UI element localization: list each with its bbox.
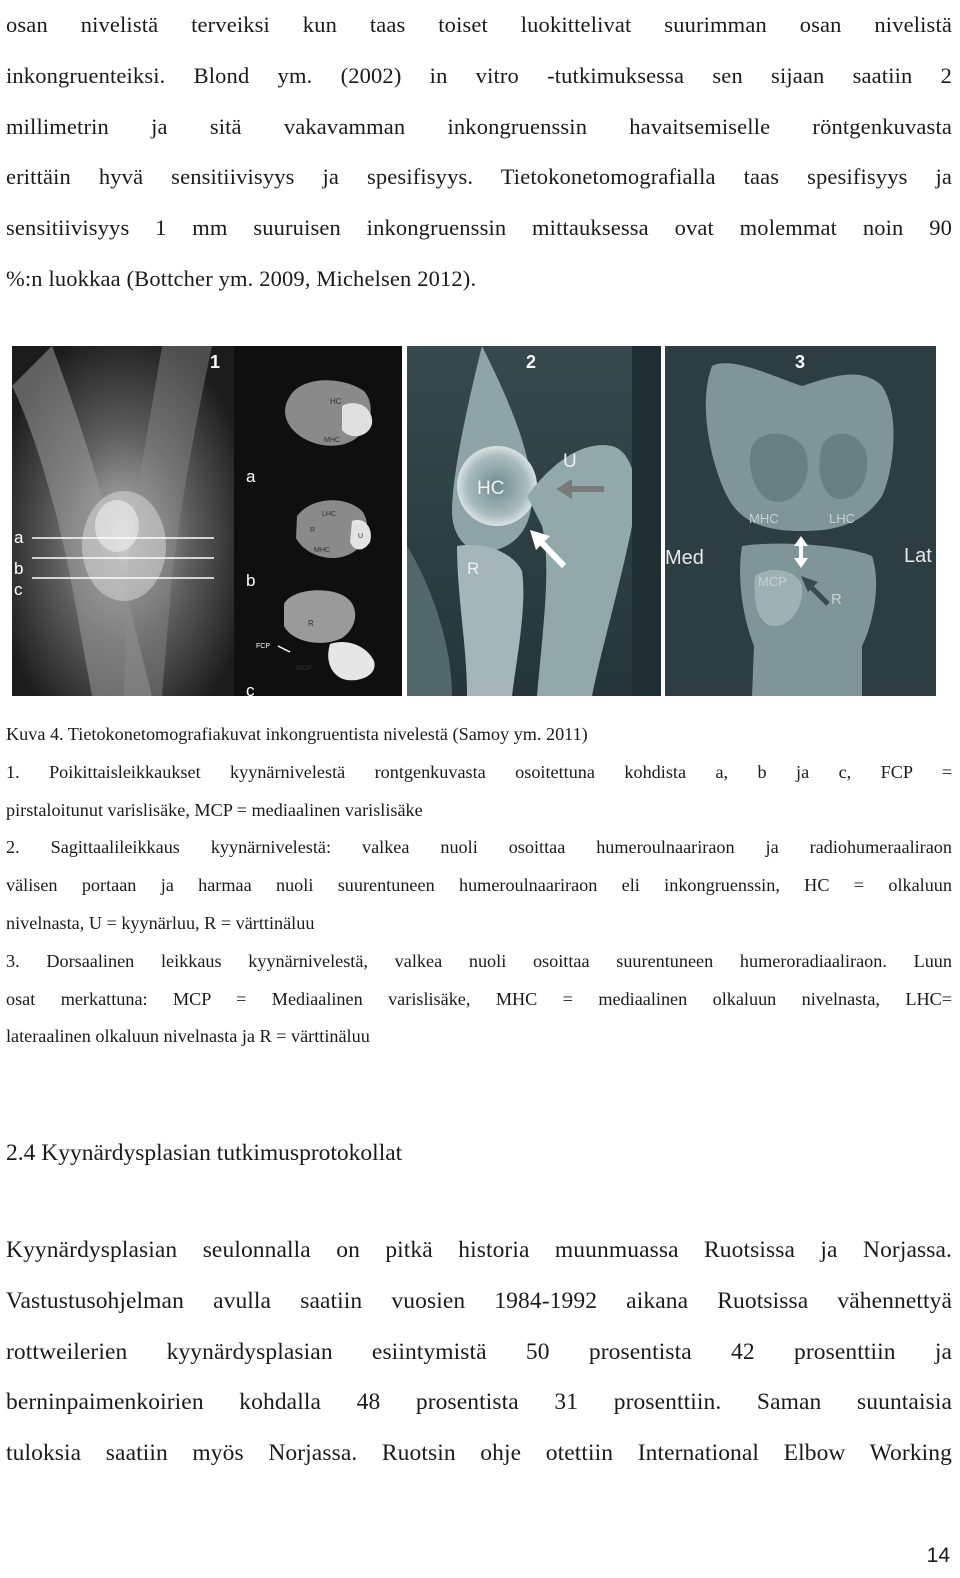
text-line: tuloksia saatiin myös Norjassa. Ruotsin ohje otettiin International Elbow Working: [6, 1440, 952, 1467]
body-paragraph-1: [6, 0, 952, 305]
text-line: Kyynärdysplasian seulonnalla on pitkä historia muunmuassa Ruotsissa ja Norjassa.: [6, 1237, 952, 1263]
caption-line: 3. Dorsaalinen leikkaus kyynärnivelestä, valkea nuoli osoittaa suurentuneen humeroradiaaliraon. Luun: [6, 950, 952, 971]
ct-figure: [12, 346, 936, 696]
structure-label-lhc: LHC: [322, 511, 337, 518]
panel-2: [407, 346, 661, 696]
label-mcp: MCP: [758, 574, 787, 589]
panel-3: [665, 346, 936, 696]
structure-label-mhc: MHC: [324, 437, 340, 444]
label-u: U: [563, 451, 577, 472]
text-line: millimetrin ja sitä vakavamman inkongruenssin havaitsemiselle röntgenkuvasta: [6, 113, 952, 139]
structure-label-mcp: MCP: [296, 665, 312, 672]
text-line: erittäin hyvä sensitiivisyys ja spesifisyys. Tietokonetomografialla taas spesifisyys ja: [6, 164, 952, 190]
text-line: rottweilerien kyynärdysplasian esiintymistä 50 prosentista 42 prosenttiin ja: [6, 1338, 952, 1365]
figure-caption: [6, 716, 952, 1056]
caption-line: välisen portaan ja harmaa nuoli suurentuneen humeroulnaariraon eli inkongruenssin, HC = olkaluun: [6, 875, 952, 896]
structure-label-r-2: R: [308, 619, 314, 628]
label-hc: HC: [477, 478, 505, 499]
caption-title: Kuva 4. Tietokonetomografiakuvat inkongruentista nivelestä (Samoy ym. 2011): [6, 724, 588, 744]
caption-line: 1. Poikittaisleikkaukset kyynärnivelestä rontgenkuvasta osoitettuna kohdista a, b ja c, FCP =: [6, 761, 952, 782]
line-label-b: b: [14, 559, 24, 578]
caption-line: pirstaloitunut varislisäke, MCP = mediaalinen varislisäke: [6, 799, 423, 820]
structure-label-mhc-2: MHC: [314, 547, 330, 554]
label-mhc: MHC: [749, 511, 779, 526]
panel-3-number: 3: [795, 352, 806, 372]
label-med: Med: [665, 547, 704, 569]
section-heading: 2.4 Kyynärdysplasian tutkimusprotokollat: [6, 1140, 403, 1166]
slice-label-c: c: [246, 681, 255, 696]
page-number: 14: [926, 1544, 950, 1567]
structure-label-fcp: FCP: [256, 643, 270, 650]
label-r-3: R: [831, 591, 842, 608]
structure-label-u: U: [358, 533, 364, 540]
text-line: inkongruenteiksi. Blond ym. (2002) in vitro -tutkimuksessa sen sijaan saatiin 2: [6, 62, 952, 88]
label-lhc: LHC: [829, 511, 856, 526]
label-r: R: [467, 559, 480, 578]
structure-label-r: R: [310, 527, 316, 534]
text-line: berninpaimenkoirien kohdalla 48 prosentista 31 prosenttiin. Saman suuntaisia: [6, 1389, 952, 1416]
caption-line: lateraalinen olkaluun nivelnasta ja R = värttinäluu: [6, 1026, 370, 1047]
caption-line: osat merkattuna: MCP = Mediaalinen varislisäke, MHC = mediaalinen olkaluun nivelnasta, LHC=: [6, 988, 952, 1009]
text-line: Vastustusohjelman avulla saatiin vuosien 1984-1992 aikana Ruotsissa vähennettyä: [6, 1287, 952, 1314]
label-lat: Lat: [904, 545, 932, 567]
slice-label-a: a: [246, 467, 256, 486]
text-line: %:n luokkaa (Bottcher ym. 2009, Michelsen 2012).: [6, 265, 477, 291]
caption-line: nivelnasta, U = kyynärluu, R = värttinäluu: [6, 912, 315, 933]
panel-1-number: 1: [210, 352, 221, 372]
slice-label-b: b: [246, 571, 256, 590]
panel-1: [12, 346, 402, 696]
caption-line: 2. Sagittaalileikkaus kyynärnivelestä: valkea nuoli osoittaa humeroulnaariraon ja radiohumeraaliraon: [6, 837, 952, 858]
structure-label-hc: HC: [330, 397, 342, 406]
body-paragraph-2: [6, 1225, 952, 1479]
text-line: osan nivelistä terveiksi kun taas toiset luokittelivat suurimman osan nivelistä: [6, 12, 952, 37]
panel-2-number: 2: [526, 352, 537, 372]
line-label-a: a: [14, 528, 24, 547]
line-label-c: c: [14, 580, 23, 599]
text-line: sensitiivisyys 1 mm suuruisen inkongruenssin mittauksessa ovat molemmat noin 90: [6, 215, 952, 241]
